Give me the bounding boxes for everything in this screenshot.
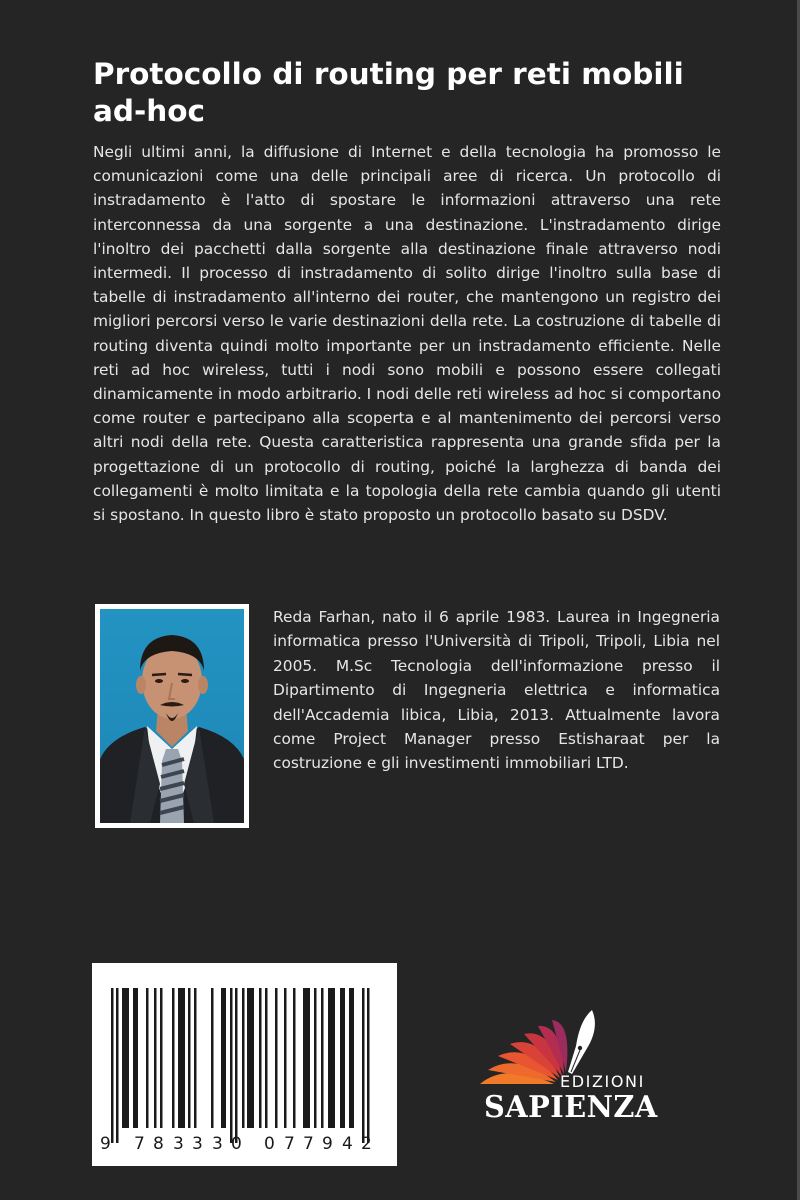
isbn-digit: 8 — [153, 1134, 164, 1154]
author-portrait-icon — [100, 609, 244, 823]
isbn-number — [100, 1134, 380, 1158]
isbn-digit: 3 — [212, 1134, 223, 1154]
author-photo — [100, 609, 244, 823]
isbn-digit: 4 — [342, 1134, 353, 1154]
publisher-logo — [476, 1010, 676, 1130]
isbn-digit: 3 — [173, 1134, 184, 1154]
isbn-barcode — [92, 963, 397, 1166]
author-photo-frame — [95, 604, 249, 828]
isbn-digit: 0 — [264, 1134, 275, 1154]
isbn-digit: 7 — [284, 1134, 295, 1154]
isbn-digit: 9 — [322, 1134, 333, 1154]
publisher-edizioni: EDIZIONI — [560, 1072, 645, 1091]
isbn-digit: 7 — [303, 1134, 314, 1154]
isbn-digit: 2 — [361, 1134, 372, 1154]
isbn-digit: 0 — [231, 1134, 242, 1154]
book-synopsis: Negli ultimi anni, la diffusione di Internet e della tecnologia ha promosso le comunicazioni come una delle principali aree di ricerca. Un protocollo di instradamento è l'atto di spostare le informazioni attraverso una rete interconnessa da una sorgente a una destinazione. L'instradamento dirige l'inoltro dei pacchetti dalla sorgente alla destinazione finale attraverso nodi intermedi. Il processo di instradamento di solito dirige l'inoltro sulla base di tabelle di instradamento all'interno dei router, che mantengono un registro dei migliori percorsi verso le varie destinazioni della rete. La costruzione di tabelle di routing diventa quindi molto importante per un instradamento efficiente. Nelle reti ad hoc wireless, tutti i nodi sono mobili e possono essere collegati dinamicamente in modo arbitrario. I nodi delle reti wireless ad hoc si comportano come router e partecipano alla scoperta e al mantenimento dei percorsi verso altri nodi della rete. Questa caratteristica rappresenta una grande sfida per la progettazione di un protocollo di routing, poiché la larghezza di banda dei collegamenti è molto limitata e la topologia della rete cambia quando gli utenti si spostano. In questo libro è stato proposto un protocollo basato su DSDV. — [93, 143, 721, 525]
isbn-digit: 7 — [134, 1134, 145, 1154]
publisher-sapienza: SAPIENZA — [484, 1090, 658, 1125]
book-title: Protocollo di routing per reti mobili ad-hoc — [93, 57, 684, 128]
isbn-digit: 9 — [100, 1134, 111, 1154]
barcode-icon — [109, 988, 374, 1143]
author-bio: Reda Farhan, nato il 6 aprile 1983. Laurea in Ingegneria informatica presso l'Università di Tripoli, Tripoli, Libia nel 2005. M.Sc Tecnologia dell'informazione presso il Dipartimento di Ingegneria elettrica e informatica dell'Accademia libica, Libia, 2013. Attualmente lavora come Project Manager presso Estisharaat per la costruzione e gli investimenti immobiliari LTD. — [273, 608, 720, 773]
isbn-digit: 3 — [192, 1134, 203, 1154]
